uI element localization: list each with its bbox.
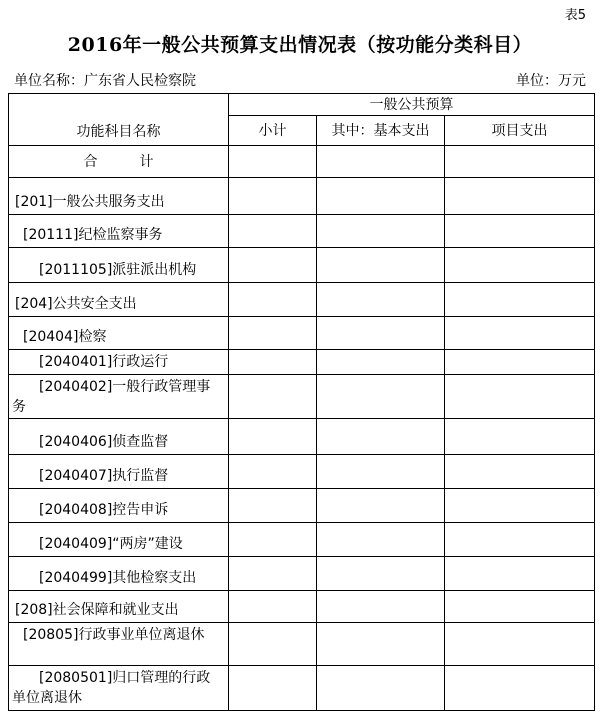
- row-label: [2040408]控告申诉: [9, 489, 229, 523]
- table-row: [9, 666, 595, 711]
- table-row: [9, 215, 595, 248]
- table-row: [9, 623, 595, 666]
- cell: [445, 283, 595, 317]
- row-label: [20111]纪检监察事务: [9, 215, 229, 248]
- header-general-budget: 一般公共预算: [229, 94, 595, 116]
- cell: [445, 591, 595, 623]
- table-row: [9, 375, 595, 419]
- row-label: [201]一般公共服务支出: [9, 178, 229, 215]
- cell: [445, 375, 595, 419]
- page-title: 2016年一般公共预算支出情况表（按功能分类科目）: [67, 34, 533, 56]
- cell: [445, 489, 595, 523]
- cell: [445, 623, 595, 666]
- total-label: [9, 146, 229, 178]
- cell: [229, 215, 317, 248]
- row-label: [208]社会保障和就业支出: [9, 591, 229, 623]
- row-label: [2040499]其他检察支出: [9, 557, 229, 591]
- table-row: [9, 317, 595, 350]
- cell: [317, 591, 445, 623]
- budget-table: [8, 93, 595, 711]
- row-label: [2040406]侦查监督: [9, 419, 229, 455]
- unit-name: 单位名称：广东省人民检察院: [14, 73, 196, 89]
- cell: [445, 248, 595, 283]
- cell: [317, 178, 445, 215]
- table-row: [9, 455, 595, 489]
- row-label: [2011105]派驻派出机构: [9, 248, 229, 283]
- cell: [229, 317, 317, 350]
- cell: [445, 419, 595, 455]
- cell: [229, 178, 317, 215]
- cell: [229, 623, 317, 666]
- row-label: [20805]行政事业单位离退休: [9, 623, 229, 666]
- header-function-name: 功能科目名称: [9, 94, 229, 146]
- table-row: [9, 591, 595, 623]
- total-basic-cell: [317, 146, 445, 178]
- row-label: [2040401]行政运行: [9, 350, 229, 375]
- cell: [229, 557, 317, 591]
- cell: [317, 248, 445, 283]
- cell: [445, 666, 595, 711]
- table-row: [9, 489, 595, 523]
- row-label: [204]公共安全支出: [9, 283, 229, 317]
- table-row: [9, 283, 595, 317]
- header-basic-expenditure: 其中：基本支出: [317, 116, 445, 146]
- cell: [317, 215, 445, 248]
- cell: [445, 215, 595, 248]
- row-label: [2040402]一般行政管理事务: [9, 375, 229, 419]
- total-char-2: 计: [139, 153, 154, 170]
- cell: [445, 557, 595, 591]
- table-row: [9, 248, 595, 283]
- cell: [229, 666, 317, 711]
- cell: [317, 419, 445, 455]
- cell: [445, 350, 595, 375]
- table-row: [9, 419, 595, 455]
- header-subtotal: 小计: [229, 116, 317, 146]
- cell: [317, 489, 445, 523]
- cell: [229, 375, 317, 419]
- total-char-1: 合: [83, 153, 98, 170]
- row-label: [20404]检察: [9, 317, 229, 350]
- cell: [317, 455, 445, 489]
- total-subtotal-cell: [229, 146, 317, 178]
- cell: [445, 523, 595, 557]
- currency-unit: 单位：万元: [516, 73, 586, 89]
- cell: [229, 591, 317, 623]
- cell: [317, 283, 445, 317]
- cell: [229, 419, 317, 455]
- cell: [445, 455, 595, 489]
- row-label: [2040409]“两房”建设: [9, 523, 229, 557]
- cell: [229, 248, 317, 283]
- cell: [317, 523, 445, 557]
- cell: [317, 623, 445, 666]
- table-row: [9, 350, 595, 375]
- cell: [317, 666, 445, 711]
- total-project-cell: [445, 146, 595, 178]
- cell: [317, 375, 445, 419]
- cell: [445, 178, 595, 215]
- table-row-total: [9, 146, 595, 178]
- cell: [317, 350, 445, 375]
- cell: [229, 523, 317, 557]
- cell: [445, 317, 595, 350]
- cell: [229, 489, 317, 523]
- header-project-expenditure: 项目支出: [445, 116, 595, 146]
- row-label: [2080501]归口管理的行政单位离退休: [9, 666, 229, 711]
- table-row: [9, 178, 595, 215]
- cell: [229, 350, 317, 375]
- table-row: [9, 523, 595, 557]
- table-number: 表5: [564, 8, 586, 23]
- table-row: [9, 557, 595, 591]
- cell: [229, 455, 317, 489]
- cell: [317, 557, 445, 591]
- row-label: [2040407]执行监督: [9, 455, 229, 489]
- cell: [317, 317, 445, 350]
- cell: [229, 283, 317, 317]
